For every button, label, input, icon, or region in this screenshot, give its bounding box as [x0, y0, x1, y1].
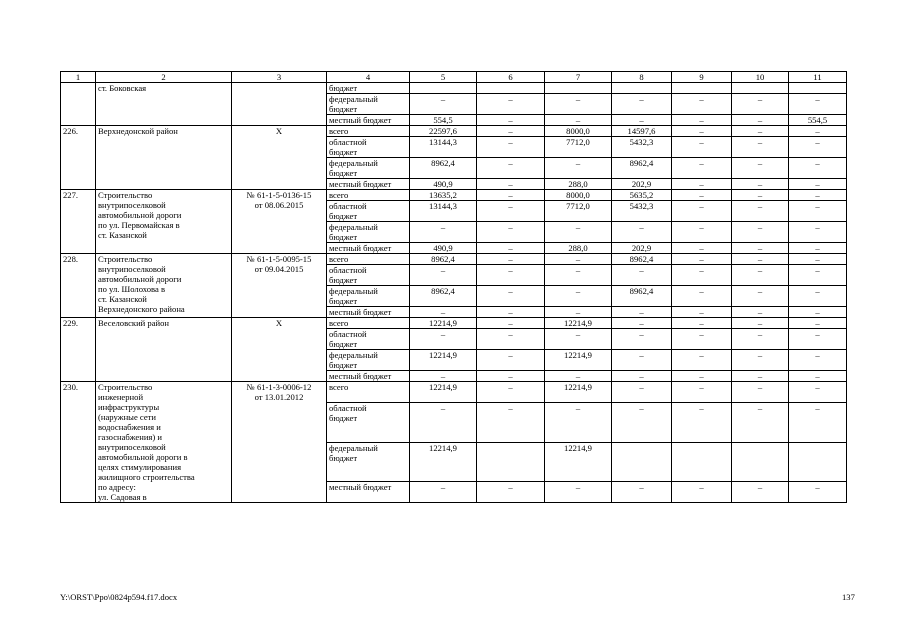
funding-source-line: всего	[329, 190, 349, 200]
amount-cell: –	[477, 382, 545, 403]
funding-source-line: бюджет	[329, 360, 358, 370]
amount-cell: –	[732, 265, 789, 286]
object-name-line: инженерной	[98, 392, 144, 402]
funding-source	[327, 265, 410, 286]
column-header-7: 7	[545, 72, 612, 83]
amount-cell: 288,0	[545, 243, 612, 254]
object-name-line: ст. Казанской	[98, 230, 147, 240]
amount-cell: –	[612, 482, 672, 503]
amount-cell: –	[732, 307, 789, 318]
amount-cell	[612, 442, 672, 482]
expertise-document	[232, 382, 327, 503]
funding-source-line: бюджет	[329, 168, 358, 178]
object-name-line: автомобильной дороги	[98, 210, 182, 220]
amount-cell: –	[477, 243, 545, 254]
row-number: 228.	[61, 254, 96, 318]
amount-cell: –	[732, 190, 789, 201]
object-name	[96, 126, 232, 190]
funding-source	[327, 482, 410, 503]
amount-cell: 13635,2	[410, 190, 477, 201]
amount-cell: –	[672, 254, 732, 265]
object-name-line: целях стимулирования	[98, 462, 182, 472]
amount-cell: –	[732, 158, 789, 179]
amount-cell: –	[410, 371, 477, 382]
amount-cell: –	[612, 222, 672, 243]
amount-cell: –	[732, 286, 789, 307]
amount-cell: –	[789, 190, 847, 201]
amount-cell: –	[789, 137, 847, 158]
funding-source	[327, 329, 410, 350]
amount-cell: –	[477, 94, 545, 115]
row-number: 227.	[61, 190, 96, 254]
amount-cell: –	[410, 307, 477, 318]
amount-cell: –	[545, 94, 612, 115]
amount-cell: –	[732, 371, 789, 382]
expertise-document-line: Х	[275, 126, 283, 136]
amount-cell: 8000,0	[545, 190, 612, 201]
amount-cell: –	[789, 482, 847, 503]
amount-cell: –	[612, 350, 672, 371]
funding-source-line: местный бюджет	[329, 482, 392, 493]
funding-source	[327, 158, 410, 179]
column-header-8: 8	[612, 72, 672, 83]
funding-source	[327, 442, 410, 482]
funding-source-line: бюджет	[329, 339, 358, 349]
budget-table	[60, 71, 847, 503]
amount-cell: –	[612, 115, 672, 126]
amount-cell: –	[789, 329, 847, 350]
amount-cell: –	[732, 137, 789, 158]
amount-cell: –	[477, 371, 545, 382]
amount-cell: 202,9	[612, 179, 672, 190]
funding-source-line: местный бюджет	[329, 179, 392, 189]
amount-cell: –	[672, 190, 732, 201]
amount-cell: –	[732, 201, 789, 222]
object-name-line: автомобильной дороги в	[98, 452, 188, 462]
column-header-10: 10	[732, 72, 789, 83]
amount-cell: –	[545, 371, 612, 382]
funding-source-line: всего	[329, 382, 349, 392]
funding-source-line: бюджет	[329, 232, 358, 242]
column-header-4: 4	[327, 72, 410, 83]
amount-cell: –	[612, 265, 672, 286]
object-name-line: газоснабжения) и	[98, 432, 162, 442]
amount-cell: –	[477, 126, 545, 137]
funding-source	[327, 222, 410, 243]
row-number: 226.	[61, 126, 96, 190]
object-name-line: внутрипоселковой	[98, 442, 166, 452]
amount-cell: 8962,4	[612, 158, 672, 179]
amount-cell: –	[477, 201, 545, 222]
funding-source	[327, 318, 410, 329]
column-header-5: 5	[410, 72, 477, 83]
amount-cell: –	[789, 179, 847, 190]
amount-cell: –	[477, 329, 545, 350]
funding-source-line: федеральный	[329, 286, 378, 296]
amount-cell: –	[477, 137, 545, 158]
amount-cell: –	[789, 350, 847, 371]
amount-cell: 5635,2	[612, 190, 672, 201]
amount-cell: –	[410, 265, 477, 286]
expertise-document-line: № 61-1-5-0095-15	[246, 254, 312, 264]
amount-cell: 554,5	[789, 115, 847, 126]
funding-source-line: бюджет	[329, 147, 358, 157]
amount-cell: 5432,3	[612, 137, 672, 158]
funding-source-line: всего	[329, 126, 349, 136]
amount-cell: –	[545, 222, 612, 243]
amount-cell: –	[789, 286, 847, 307]
amount-cell: 8962,4	[410, 158, 477, 179]
amount-cell: –	[732, 350, 789, 371]
amount-cell: –	[545, 307, 612, 318]
amount-cell: –	[672, 201, 732, 222]
amount-cell: –	[672, 115, 732, 126]
object-name	[96, 190, 232, 254]
row-number: 230.	[61, 382, 96, 503]
amount-cell	[477, 442, 545, 482]
amount-cell: –	[545, 329, 612, 350]
amount-cell: –	[545, 254, 612, 265]
amount-cell: 12214,9	[410, 382, 477, 403]
amount-cell: –	[545, 482, 612, 503]
amount-cell: 5432,3	[612, 201, 672, 222]
object-name-line: по адресу:	[98, 482, 136, 492]
amount-cell: –	[477, 179, 545, 190]
amount-cell: –	[672, 371, 732, 382]
funding-source	[327, 382, 410, 403]
funding-source-line: бюджет	[329, 104, 358, 114]
funding-source-line: бюджет	[329, 211, 358, 221]
funding-source-line: федеральный	[329, 350, 378, 360]
column-header-9: 9	[672, 72, 732, 83]
amount-cell: –	[672, 126, 732, 137]
amount-cell: –	[612, 318, 672, 329]
object-name-line: по ул. Первомайская в	[98, 220, 180, 230]
object-name-line: внутрипоселковой	[98, 200, 166, 210]
funding-source	[327, 371, 410, 382]
amount-cell: 490,9	[410, 243, 477, 254]
object-name-line: ст. Казанской	[98, 294, 147, 304]
amount-cell: –	[732, 254, 789, 265]
table-row	[61, 83, 847, 94]
amount-cell: –	[732, 179, 789, 190]
amount-cell: 22597,6	[410, 126, 477, 137]
amount-cell: –	[410, 222, 477, 243]
expertise-document-line: от 09.04.2015	[254, 264, 304, 274]
amount-cell: –	[477, 222, 545, 243]
amount-cell: –	[672, 382, 732, 403]
amount-cell: –	[789, 254, 847, 265]
table-row	[61, 318, 847, 329]
object-name-line: Строительство	[98, 254, 153, 264]
amount-cell: –	[732, 222, 789, 243]
amount-cell: –	[672, 158, 732, 179]
amount-cell: –	[477, 265, 545, 286]
amount-cell: –	[789, 158, 847, 179]
amount-cell	[410, 83, 477, 94]
amount-cell: –	[732, 115, 789, 126]
amount-cell: –	[672, 286, 732, 307]
amount-cell: –	[477, 158, 545, 179]
row-number	[61, 83, 96, 126]
amount-cell: –	[732, 382, 789, 403]
amount-cell: –	[545, 286, 612, 307]
amount-cell: 554,5	[410, 115, 477, 126]
table-row	[61, 382, 847, 403]
amount-cell: –	[612, 307, 672, 318]
object-name-line: Строительство	[98, 190, 153, 200]
row-number: 229.	[61, 318, 96, 382]
funding-source-line: бюджет	[329, 452, 358, 463]
object-name-line: по ул. Шолохова в	[98, 284, 166, 294]
funding-source-line: областной	[329, 137, 367, 147]
amount-cell: 12214,9	[410, 442, 477, 482]
amount-cell: –	[789, 382, 847, 403]
amount-cell: –	[789, 402, 847, 442]
amount-cell: 7712,0	[545, 201, 612, 222]
object-name-line: жилищного строительства	[98, 472, 195, 482]
funding-source	[327, 350, 410, 371]
amount-cell: 8962,4	[410, 286, 477, 307]
amount-cell: 12214,9	[410, 318, 477, 329]
amount-cell: 8962,4	[612, 254, 672, 265]
column-header-11: 11	[789, 72, 847, 83]
funding-source-line: бюджет	[329, 275, 358, 285]
amount-cell: –	[789, 243, 847, 254]
funding-source	[327, 126, 410, 137]
funding-source	[327, 286, 410, 307]
amount-cell: –	[732, 329, 789, 350]
funding-source-line: областной	[329, 402, 367, 413]
column-header-6: 6	[477, 72, 545, 83]
funding-source-line: всего	[329, 318, 349, 328]
amount-cell: –	[732, 126, 789, 137]
funding-source	[327, 254, 410, 265]
amount-cell	[789, 83, 847, 94]
amount-cell: 12214,9	[410, 350, 477, 371]
amount-cell: –	[672, 402, 732, 442]
object-name-line: Верхнедонского района	[98, 304, 185, 314]
column-header-3: 3	[232, 72, 327, 83]
object-name-line: инфраструктуры	[98, 402, 160, 412]
object-name-line: (наружные сети	[98, 412, 157, 422]
amount-cell: –	[672, 137, 732, 158]
amount-cell: 288,0	[545, 179, 612, 190]
amount-cell: –	[672, 329, 732, 350]
expertise-document	[232, 318, 327, 382]
amount-cell: –	[477, 286, 545, 307]
amount-cell: –	[477, 482, 545, 503]
amount-cell: –	[612, 382, 672, 403]
funding-source	[327, 307, 410, 318]
expertise-document	[232, 190, 327, 254]
table-row	[61, 190, 847, 201]
expertise-document-line: № 61-1-5-0136-15	[246, 190, 312, 200]
expertise-document	[232, 83, 327, 126]
amount-cell: 12214,9	[545, 442, 612, 482]
amount-cell: –	[477, 318, 545, 329]
amount-cell: –	[732, 402, 789, 442]
amount-cell: –	[672, 94, 732, 115]
funding-source-line: федеральный	[329, 158, 378, 168]
object-name	[96, 254, 232, 318]
amount-cell: –	[545, 265, 612, 286]
funding-source-line: бюджет	[329, 83, 358, 93]
amount-cell: –	[732, 94, 789, 115]
amount-cell: –	[732, 482, 789, 503]
page-number: 137	[842, 592, 855, 602]
funding-source	[327, 190, 410, 201]
amount-cell: 12214,9	[545, 318, 612, 329]
amount-cell: –	[732, 318, 789, 329]
amount-cell	[672, 442, 732, 482]
funding-source-line: федеральный	[329, 442, 378, 453]
object-name-line: Строительство	[98, 382, 153, 392]
expertise-document	[232, 254, 327, 318]
funding-source-line: местный бюджет	[329, 307, 392, 317]
amount-cell: –	[789, 371, 847, 382]
amount-cell: –	[477, 307, 545, 318]
amount-cell: –	[410, 402, 477, 442]
amount-cell: 14597,6	[612, 126, 672, 137]
amount-cell: –	[410, 329, 477, 350]
table-row	[61, 126, 847, 137]
amount-cell: –	[612, 371, 672, 382]
amount-cell: 12214,9	[545, 382, 612, 403]
amount-cell: –	[545, 115, 612, 126]
amount-cell: –	[672, 265, 732, 286]
object-name	[96, 83, 232, 126]
amount-cell: –	[477, 402, 545, 442]
amount-cell	[672, 83, 732, 94]
object-name-line: автомобильной дороги	[98, 274, 182, 284]
amount-cell: –	[410, 482, 477, 503]
expertise-document-line: № 61-1-3-0006-12	[246, 382, 312, 392]
amount-cell: –	[672, 222, 732, 243]
amount-cell	[789, 442, 847, 482]
amount-cell	[545, 83, 612, 94]
funding-source-line: местный бюджет	[329, 371, 392, 381]
amount-cell: –	[789, 265, 847, 286]
expertise-document-line: от 13.01.2012	[254, 392, 304, 402]
amount-cell: –	[789, 318, 847, 329]
object-name	[96, 318, 232, 382]
amount-cell: –	[672, 243, 732, 254]
amount-cell: 8962,4	[612, 286, 672, 307]
amount-cell: 202,9	[612, 243, 672, 254]
amount-cell: –	[672, 350, 732, 371]
funding-source	[327, 115, 410, 126]
object-name-line: Веселовский район	[98, 318, 170, 328]
object-name-line: ст. Боковская	[98, 83, 147, 93]
amount-cell	[612, 83, 672, 94]
funding-source-line: бюджет	[329, 296, 358, 306]
amount-cell: –	[612, 329, 672, 350]
funding-source	[327, 179, 410, 190]
funding-source	[327, 83, 410, 94]
amount-cell: –	[545, 402, 612, 442]
amount-cell: –	[612, 402, 672, 442]
amount-cell: –	[672, 318, 732, 329]
funding-source-line: бюджет	[329, 412, 358, 423]
amount-cell: –	[789, 222, 847, 243]
amount-cell: –	[789, 126, 847, 137]
funding-source-line: областной	[329, 329, 367, 339]
object-name-line: внутрипоселковой	[98, 264, 166, 274]
funding-source-line: областной	[329, 201, 367, 211]
object-name-line: Верхнедонской район	[98, 126, 178, 136]
expertise-document	[232, 126, 327, 190]
column-header-2: 2	[96, 72, 232, 83]
funding-source-line: федеральный	[329, 94, 378, 104]
amount-cell: –	[477, 115, 545, 126]
amount-cell: 12214,9	[545, 350, 612, 371]
amount-cell: –	[672, 482, 732, 503]
amount-cell: 13144,3	[410, 201, 477, 222]
table-body	[61, 83, 847, 503]
amount-cell: –	[477, 254, 545, 265]
object-name-line: ул. Садовая в	[98, 492, 147, 502]
object-name	[96, 382, 232, 503]
table-header	[61, 72, 847, 83]
funding-source	[327, 201, 410, 222]
amount-cell	[732, 442, 789, 482]
amount-cell: –	[612, 94, 672, 115]
amount-cell: 13144,3	[410, 137, 477, 158]
amount-cell: 8962,4	[410, 254, 477, 265]
object-name-line: водоснабжения и	[98, 422, 161, 432]
funding-source-line: федеральный	[329, 222, 378, 232]
expertise-document-line: Х	[275, 318, 283, 328]
amount-cell: 8000,0	[545, 126, 612, 137]
funding-source	[327, 137, 410, 158]
amount-cell: –	[410, 94, 477, 115]
amount-cell: –	[732, 243, 789, 254]
amount-cell: 7712,0	[545, 137, 612, 158]
amount-cell: 490,9	[410, 179, 477, 190]
amount-cell	[732, 83, 789, 94]
amount-cell: –	[672, 307, 732, 318]
funding-source-line: местный бюджет	[329, 243, 392, 253]
funding-source	[327, 243, 410, 254]
amount-cell: –	[789, 94, 847, 115]
amount-cell: –	[545, 158, 612, 179]
amount-cell: –	[672, 179, 732, 190]
amount-cell	[477, 83, 545, 94]
expertise-document-line: от 08.06.2015	[254, 200, 304, 210]
amount-cell: –	[789, 201, 847, 222]
funding-source-line: всего	[329, 254, 349, 264]
funding-source	[327, 94, 410, 115]
column-header-1: 1	[61, 72, 96, 83]
amount-cell: –	[477, 350, 545, 371]
table-row	[61, 254, 847, 265]
funding-source	[327, 402, 410, 442]
amount-cell: –	[789, 307, 847, 318]
amount-cell: –	[477, 190, 545, 201]
funding-source-line: областной	[329, 265, 367, 275]
funding-source-line: местный бюджет	[329, 115, 392, 125]
file-path: Y:\ORST\Ppo\0824p594.f17.docx	[60, 592, 178, 602]
